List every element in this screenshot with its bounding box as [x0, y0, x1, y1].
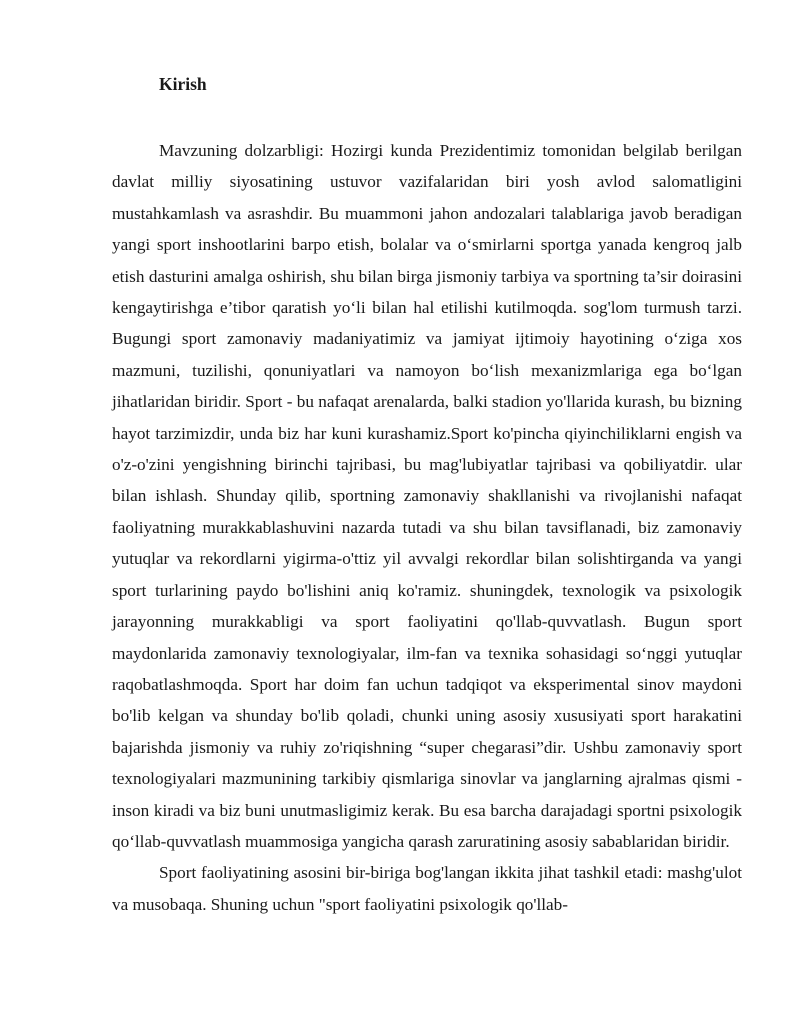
paragraph-relevance: Mavzuning dolzarbligi: Hozirgi kunda Prezidentimiz tomonidan belgilab berilgan davlat milliy siyosatining ustuvor vazifalaridan biri yosh avlod salomatligini mustahkamlash va asrashdir. Bu muammoni jahon andozalari talablariga javob beradigan yangi sport inshootlarini barpo etish, bolalar va o‘smirlarni sportga yanada kengroq jalb etish dasturini amalga oshirish, shu bilan birga jismoniy tarbiya va sportning ta’sir doirasini kengaytirishga e’tibor qaratish yo‘li bilan hal etilishi kutilmoqda. sog'lom turmush tarzi. Bugungi sport zamonaviy madaniyatimiz va jamiyat ijtimoiy hayotining o‘ziga xos mazmuni, tuzilishi, qonuniyatlari va namoyon bo‘lish mexanizmlariga ega bo‘lgan jihatlaridan biridir. Sport - bu nafaqat arenalarda, balki stadion yo'llarida kurash, bu bizning hayot tarzimizdir, unda biz har kuni kurashamiz.Sport ko'pincha qiyinchiliklarni engish va o'z-o'zini yengishning birinchi tajribasi, bu mag'lubiyatlar tajribasi va qobiliyatdir. ular bilan ishlash. Shunday qilib, sportning zamonaviy shakllanishi va rivojlanishi nafaqat faoliyatning murakkablashuvini nazarda tutadi va shu bilan tavsiflanadi, biz zamonaviy yutuqlar va rekordlarni yigirma-o'ttiz yil avvalgi rekordlar bilan solishtirganda va yangi sport turlarining paydo bo'lishini aniq ko'ramiz. shuningdek, texnologik va psixologik jarayonning murakkabligi va sport faoliyatini qo'llab-quvvatlash. Bugun sport maydonlarida zamonaviy texnologiyalar, ilm-fan va texnika sohasidagi so‘nggi yutuqlar raqobatlashmoqda. Sport har doim fan uchun tadqiqot va eksperimental sinov maydoni bo'lib kelgan va shunday bo'lib qoladi, chunki uning asosiy xususiyati sport harakatini bajarishda jismoniy va ruhiy zo'riqishning “super chegarasi”dir. Ushbu zamonaviy sport texnologiyalari mazmunining tarkibiy qismlariga sinovlar va janglarning ajralmas qismi - inson kiradi va biz buni unutmasligimiz kerak. Bu esa barcha darajadagi sportni psixologik qo‘llab-quvvatlash muammosiga yangicha qarash zaruratining asosiy sabablaridan biridir. — [112, 141, 742, 851]
body-text — [112, 135, 742, 920]
section-heading: Kirish — [159, 74, 207, 94]
paragraph-sport-activity: Sport faoliyatining asosini bir-biriga bog'langan ikkita jihat tashkil etadi: mashg'ulot va musobaqa. Shuning uchun "sport faoliyatini psixologik qo'llab- — [112, 863, 742, 914]
